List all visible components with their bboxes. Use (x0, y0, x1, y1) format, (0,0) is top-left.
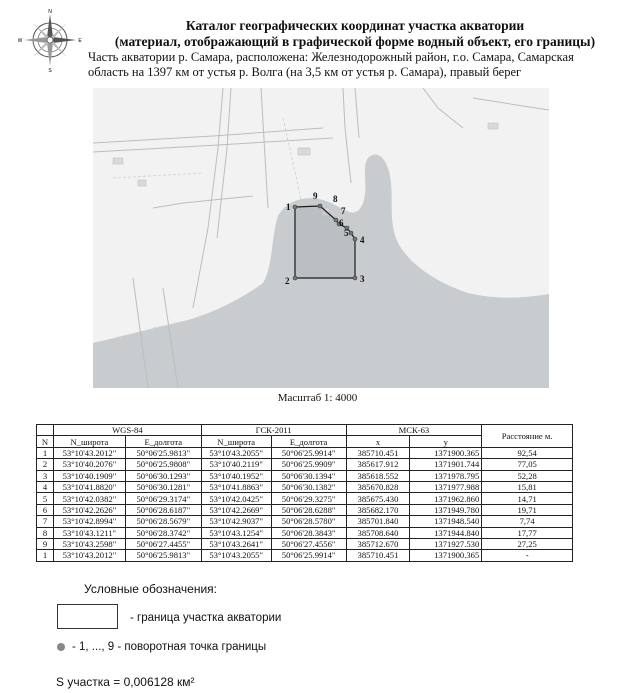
table-cell-x: 385701.840 (346, 516, 410, 527)
table-cell-wgs-lon: 50°06'30.1281" (125, 481, 201, 492)
table-cell-gsk-lat: 53°10'43.2055" (201, 447, 271, 458)
compass-east-label: E (78, 38, 82, 44)
table-cell-wgs-lat: 53°10'43.2012" (53, 447, 125, 458)
coordinates-table (36, 424, 573, 562)
table-row (37, 527, 573, 538)
table-cell-dist: 7,74 (482, 516, 573, 527)
point-label-3: 3 (360, 274, 365, 284)
table-cell-wgs-lat: 53°10'42.8994" (53, 516, 125, 527)
table-row (37, 493, 573, 504)
table-cell-wgs-lon: 50°06'28.6187" (125, 504, 201, 515)
table-cell-dist: 15,81 (482, 481, 573, 492)
table-cell-x: 385618.552 (346, 470, 410, 481)
title-line-2: (материал, отображающий в графической форме водный объект, его границы) (114, 34, 596, 49)
table-cell-n: 9 (37, 538, 54, 549)
point-label-9: 9 (313, 191, 318, 201)
table-cell-gsk-lon: 50°06'27.4556" (271, 538, 346, 549)
table-cell-wgs-lat: 53°10'40.2076" (53, 459, 125, 470)
table-cell-dist: - (482, 550, 573, 561)
table-cell-gsk-lon: 50°06'25.9914" (271, 447, 346, 458)
table-header-wgs84: WGS-84 (53, 425, 201, 436)
table-cell-dist: 14,71 (482, 493, 573, 504)
document-title (95, 18, 615, 50)
table-row (37, 459, 573, 470)
table-cell-gsk-lon: 50°06'28.6288" (271, 504, 346, 515)
table-cell-wgs-lon: 50°06'27.4455" (125, 538, 201, 549)
turning-point (318, 204, 322, 208)
table-cell-wgs-lat: 53°10'40.1909" (53, 470, 125, 481)
table-cell-dist: 52,28 (482, 470, 573, 481)
table-cell-wgs-lon: 50°06'25.9808" (125, 459, 201, 470)
point-label-8: 8 (333, 194, 338, 204)
table-cell-dist: 17,77 (482, 527, 573, 538)
table-cell-n: 1 (37, 550, 54, 561)
table-cell-gsk-lat: 53°10'40.1952" (201, 470, 271, 481)
area-value: S участка = 0,006128 км² (56, 675, 195, 689)
table-cell-wgs-lat: 53°10'41.8820" (53, 481, 125, 492)
table-cell-y: 1371962.860 (410, 493, 482, 504)
table-cell-n: 7 (37, 516, 54, 527)
point-label-1: 1 (286, 202, 291, 212)
table-cell-gsk-lon: 50°06'30.1394" (271, 470, 346, 481)
table-cell-wgs-lon: 50°06'28.5679" (125, 516, 201, 527)
table-cell-wgs-lon: 50°06'30.1293" (125, 470, 201, 481)
table-cell-wgs-lat: 53°10'43.2012" (53, 550, 125, 561)
table-cell-x: 385675.430 (346, 493, 410, 504)
table-cell-n: 4 (37, 481, 54, 492)
table-row (37, 516, 573, 527)
table-row (37, 550, 573, 561)
legend-boundary-label: - граница участка акватории (130, 612, 282, 624)
compass-south-label: S (48, 68, 52, 72)
table-cell-gsk-lat: 53°10'42.0425" (201, 493, 271, 504)
table-cell-wgs-lon: 50°06'29.3174" (125, 493, 201, 504)
table-header-gsk-lon: E_долгота (271, 436, 346, 447)
table-group-header-row (37, 425, 573, 436)
table-cell-gsk-lon: 50°06'29.3275" (271, 493, 346, 504)
table-cell-dist: 19,71 (482, 504, 573, 515)
table-cell-n: 5 (37, 493, 54, 504)
table-cell-y: 1371949.780 (410, 504, 482, 515)
table-header-blank (37, 425, 54, 436)
table-header-gsk2011: ГСК-2011 (201, 425, 346, 436)
table-cell-gsk-lat: 53°10'43.2055" (201, 550, 271, 561)
table-header-x: x (346, 436, 410, 447)
table-cell-n: 3 (37, 470, 54, 481)
subtitle-line-1: Часть акватории р. Самара, расположена: Железнодорожный район, г.о. Самара, Самарская (88, 50, 574, 64)
compass-rose-icon (18, 8, 82, 72)
table-row (37, 504, 573, 515)
turning-point (293, 276, 297, 280)
legend-boundary-swatch (57, 604, 118, 629)
subtitle-line-2: область на 1397 км от устья р. Волга (на 3,5 км от устья р. Самара), правый берег (88, 65, 522, 79)
table-header-n: N (37, 436, 54, 447)
table-cell-x: 385617.912 (346, 459, 410, 470)
point-label-5: 5 (344, 228, 349, 238)
point-label-4: 4 (360, 235, 365, 245)
table-cell-dist: 27,25 (482, 538, 573, 549)
legend-point-label: - 1, ..., 9 - поворотная точка границы (72, 641, 267, 653)
table-cell-gsk-lon: 50°06'30.1382" (271, 481, 346, 492)
turning-point (353, 276, 357, 280)
table-cell-gsk-lon: 50°06'28.5780" (271, 516, 346, 527)
table-cell-y: 1371927.530 (410, 538, 482, 549)
table-cell-gsk-lat: 53°10'43.2641" (201, 538, 271, 549)
table-cell-n: 8 (37, 527, 54, 538)
table-cell-y: 1371901.744 (410, 459, 482, 470)
legend-point-dot-icon (57, 643, 65, 651)
table-header-msk63: МСК-63 (346, 425, 482, 436)
turning-point (334, 218, 338, 222)
table-cell-gsk-lat: 53°10'41.8863" (201, 481, 271, 492)
point-label-7: 7 (341, 206, 346, 216)
table-cell-dist: 92,54 (482, 447, 573, 458)
table-body (37, 447, 573, 561)
table-cell-x: 385670.828 (346, 481, 410, 492)
table-cell-wgs-lat: 53°10'43.2598" (53, 538, 125, 549)
table-cell-n: 1 (37, 447, 54, 458)
legend-title: Условные обозначения: (84, 582, 217, 596)
document-subtitle (88, 50, 608, 80)
table-cell-wgs-lon: 50°06'28.3742" (125, 527, 201, 538)
table-cell-gsk-lon: 50°06'28.3843" (271, 527, 346, 538)
table-cell-y: 1371900.365 (410, 447, 482, 458)
table-cell-wgs-lat: 53°10'42.2626" (53, 504, 125, 515)
table-cell-gsk-lat: 53°10'42.9037" (201, 516, 271, 527)
table-cell-gsk-lat: 53°10'42.2669" (201, 504, 271, 515)
table-row (37, 538, 573, 549)
table-header-gsk-lat: N_широта (201, 436, 271, 447)
table-cell-wgs-lon: 50°06'25.9813" (125, 550, 201, 561)
table-header-wgs-lon: E_долгота (125, 436, 201, 447)
table-cell-y: 1371948.540 (410, 516, 482, 527)
compass-west-label: W (18, 38, 23, 44)
table-cell-y: 1371900.365 (410, 550, 482, 561)
table-cell-y: 1371944.840 (410, 527, 482, 538)
table-cell-y: 1371977.988 (410, 481, 482, 492)
table-cell-x: 385708.640 (346, 527, 410, 538)
table-row (37, 447, 573, 458)
turning-point (349, 231, 353, 235)
map-view (93, 88, 549, 388)
turning-point (293, 205, 297, 209)
table-cell-n: 2 (37, 459, 54, 470)
table-row (37, 481, 573, 492)
table-cell-gsk-lon: 50°06'25.9909" (271, 459, 346, 470)
table-cell-gsk-lat: 53°10'43.1254" (201, 527, 271, 538)
table-cell-gsk-lat: 53°10'40.2119" (201, 459, 271, 470)
point-label-6: 6 (339, 218, 344, 228)
table-cell-n: 6 (37, 504, 54, 515)
table-cell-x: 385682.170 (346, 504, 410, 515)
table-cell-x: 385710.451 (346, 550, 410, 561)
point-label-2: 2 (285, 276, 290, 286)
title-line-1: Каталог географических координат участка акватории (185, 18, 525, 33)
table-header-distance: Расстояние м. (482, 425, 573, 448)
map-scale-label: Масштаб 1: 4000 (277, 392, 358, 404)
table-cell-dist: 77,05 (482, 459, 573, 470)
table-cell-x: 385710.451 (346, 447, 410, 458)
table-row (37, 470, 573, 481)
table-cell-wgs-lon: 50°06'25.9813" (125, 447, 201, 458)
table-header-wgs-lat: N_широта (53, 436, 125, 447)
compass-north-label: N (48, 9, 52, 15)
table-cell-y: 1371978.795 (410, 470, 482, 481)
table-header-y: y (410, 436, 482, 447)
table-cell-gsk-lon: 50°06'25.9914" (271, 550, 346, 561)
turning-point (353, 237, 357, 241)
table-cell-x: 385712.670 (346, 538, 410, 549)
table-cell-wgs-lat: 53°10'43.1211" (53, 527, 125, 538)
table-cell-wgs-lat: 53°10'42.0382" (53, 493, 125, 504)
